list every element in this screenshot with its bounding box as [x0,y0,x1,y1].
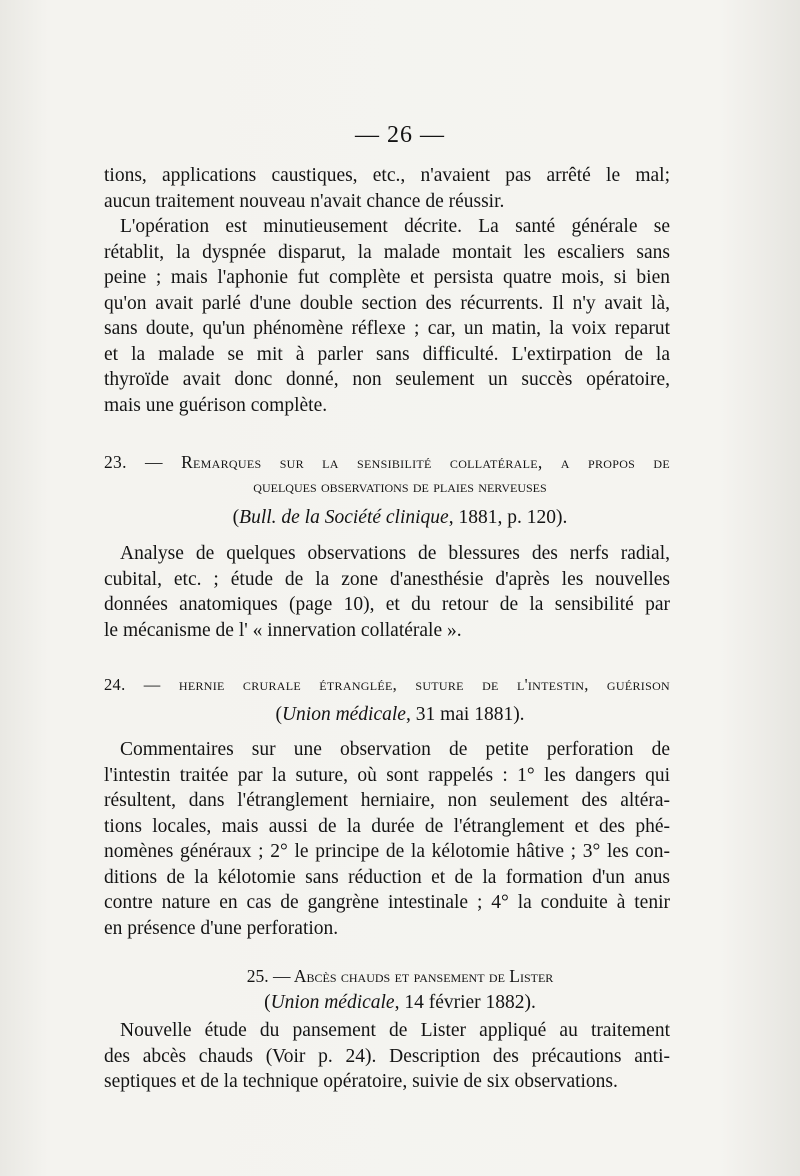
journal-title: Union médicale [281,704,406,725]
text-line: aucun traitement nouveau n'avait chance de réussir. [104,190,505,212]
journal-title: Union médicale [270,992,395,1013]
heading-line: 23. — Remarques sur la sensibilité collatérale, a propos de [104,452,670,472]
text-line: l'intestin traitée par la suture, où sont rappelés : 1° les dangers qui [104,764,670,786]
text-line: en présence d'une perforation. [104,917,339,939]
section-24-heading [104,672,670,697]
text-line: résultent, dans l'étranglement herniaire, non seulement des altéra- [104,790,670,811]
text-line: cubital, etc. ; étude de la zone d'anesthésie d'après les nouvelles [104,568,670,590]
text-line: et la malade se mit à parler sans difficulté. L'extirpation de la [104,343,670,365]
section-25-body [104,1018,670,1095]
section-25-heading: 25. — Abcès chauds et pansement de Lister [246,966,554,986]
text-line: mais une guérison complète. [104,394,328,416]
text-line: qu'on avait parlé d'une double section des récurrents. Il n'y avait là, [104,292,670,314]
section-24-body [104,737,670,941]
text-line: L'opération est minutieusement décrite. La santé générale se [120,216,670,237]
text-line: Commentaires sur une observation de petite perforation de [120,739,670,760]
text-line: des abcès chauds (Voir p. 24). Description des précautions anti- [104,1045,670,1067]
reference-details: , 31 mai 1881). [405,704,525,725]
section-23-reference: (Bull. de la Société clinique, 1881, p. 120). [232,507,568,528]
section-24-reference: (Union médicale, 31 mai 1881). [275,704,525,725]
section-25-reference: (Union médicale, 14 février 1882). [264,992,536,1013]
text-line: nomènes généraux ; 2° le principe de la kélotomie hâtive ; 3° les con- [104,841,670,862]
text-line: tions, applications caustiques, etc., n'avaient pas arrêté le mal; [104,165,670,186]
text-line: contre nature en cas de gangrène intestinale ; 4° la conduite à tenir [104,892,670,913]
heading-line: 24. — hernie crurale étranglée, suture de l'intestin, guérison [104,675,670,694]
text-line: le mécanisme de l' « innervation collatérale ». [104,619,462,641]
reference-details: , 1881, p. 120). [448,507,568,528]
page-number: — 26 — [355,122,445,148]
text-line: septiques et de la technique opératoire, suivie de six observations. [104,1071,618,1092]
section-23-heading-continued: quelques observations de plaies nerveuses [253,476,547,496]
text-line: données anatomiques (page 10), et du retour de la sensibilité par [104,594,670,615]
reference-details: , 14 février 1882). [394,992,536,1013]
text-line: thyroïde avait donc donné, non seulement un succès opératoire, [104,369,670,390]
intro-text [104,163,670,418]
section-23-heading [104,450,670,475]
journal-title: Bull. de la Société clinique [239,507,449,528]
text-line: tions locales, mais aussi de la durée de l'étranglement et des phé- [104,815,670,837]
text-line: ditions de la kélotomie sans réduction et de la formation d'un anus [104,866,670,888]
section-23-body [104,541,670,643]
text-line: sans doute, qu'un phénomène réflexe ; car, un matin, la voix reparut [104,318,670,339]
text-line: peine ; mais l'aphonie fut complète et persista quatre mois, si bien [104,267,670,288]
text-line: rétablit, la dyspnée disparut, la malade montait les escaliers sans [104,241,670,263]
text-line: Analyse de quelques observations de blessures des nerfs radial, [120,543,670,564]
text-line: Nouvelle étude du pansement de Lister appliqué au traitement [120,1020,670,1041]
